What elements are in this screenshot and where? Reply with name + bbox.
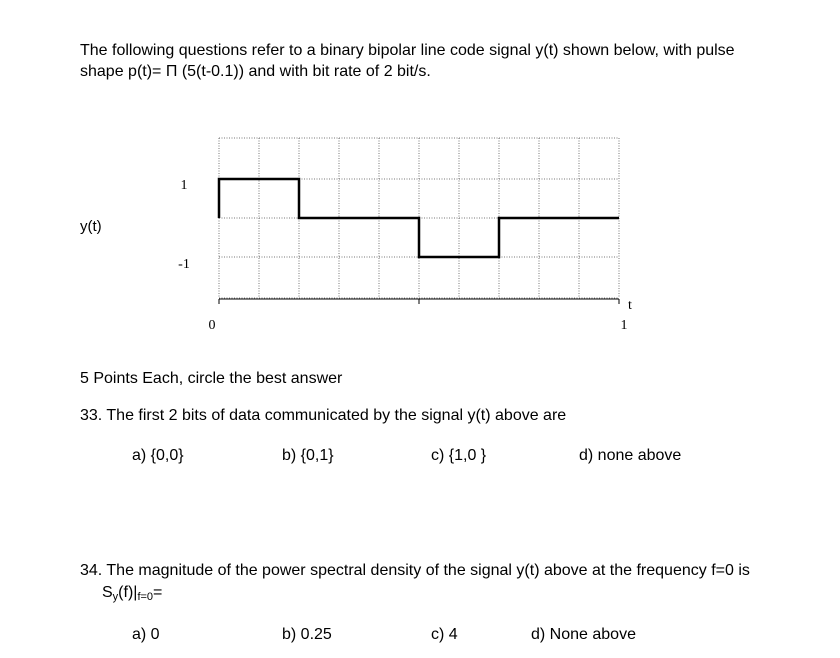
q34-text: 34. The magnitude of the power spectral density of the signal y(t) above at the frequency f=0 is	[80, 562, 750, 579]
q34-expr-main: S	[102, 584, 113, 601]
y-axis-label: y(t)	[80, 218, 102, 235]
q34-expr-end: =	[153, 584, 163, 601]
q33-option-d[interactable]: d) none above	[579, 447, 682, 464]
q33-option-c[interactable]: c) {1,0 }	[431, 447, 487, 464]
x-tick-label: 1	[620, 318, 628, 333]
x-tick-label: 0	[208, 318, 216, 333]
plot-labels	[80, 178, 632, 333]
y-tick-label: -1	[178, 257, 190, 272]
q34-option-a[interactable]: a) 0	[132, 626, 160, 643]
instructions: 5 Points Each, circle the best answer	[80, 370, 343, 387]
intro-line-2: shape p(t)= Π (5(t-0.1)) and with bit rate of 2 bit/s.	[80, 63, 431, 80]
q34-expression	[102, 583, 162, 607]
q34-option-b[interactable]: b) 0.25	[282, 626, 332, 643]
q33-option-b[interactable]: b) {0,1}	[282, 447, 334, 464]
intro-line-1: The following questions refer to a binary bipolar line code signal y(t) shown below, with pulse	[80, 42, 735, 59]
q34-expr-sub1: y	[112, 591, 119, 603]
q34-option-d[interactable]: d) None above	[531, 626, 636, 643]
q34-option-c[interactable]: c) 4	[431, 626, 458, 643]
x-axis-label: t	[628, 298, 632, 313]
plot-axis	[219, 299, 619, 304]
q33-text: 33. The first 2 bits of data communicated by the signal y(t) above are	[80, 407, 567, 424]
y-tick-label: 1	[180, 178, 188, 193]
q34-expr-mid: (f)|	[118, 584, 138, 601]
q34-expr-sub2: f=0	[137, 591, 154, 603]
q33-option-a[interactable]: a) {0,0}	[132, 447, 184, 464]
